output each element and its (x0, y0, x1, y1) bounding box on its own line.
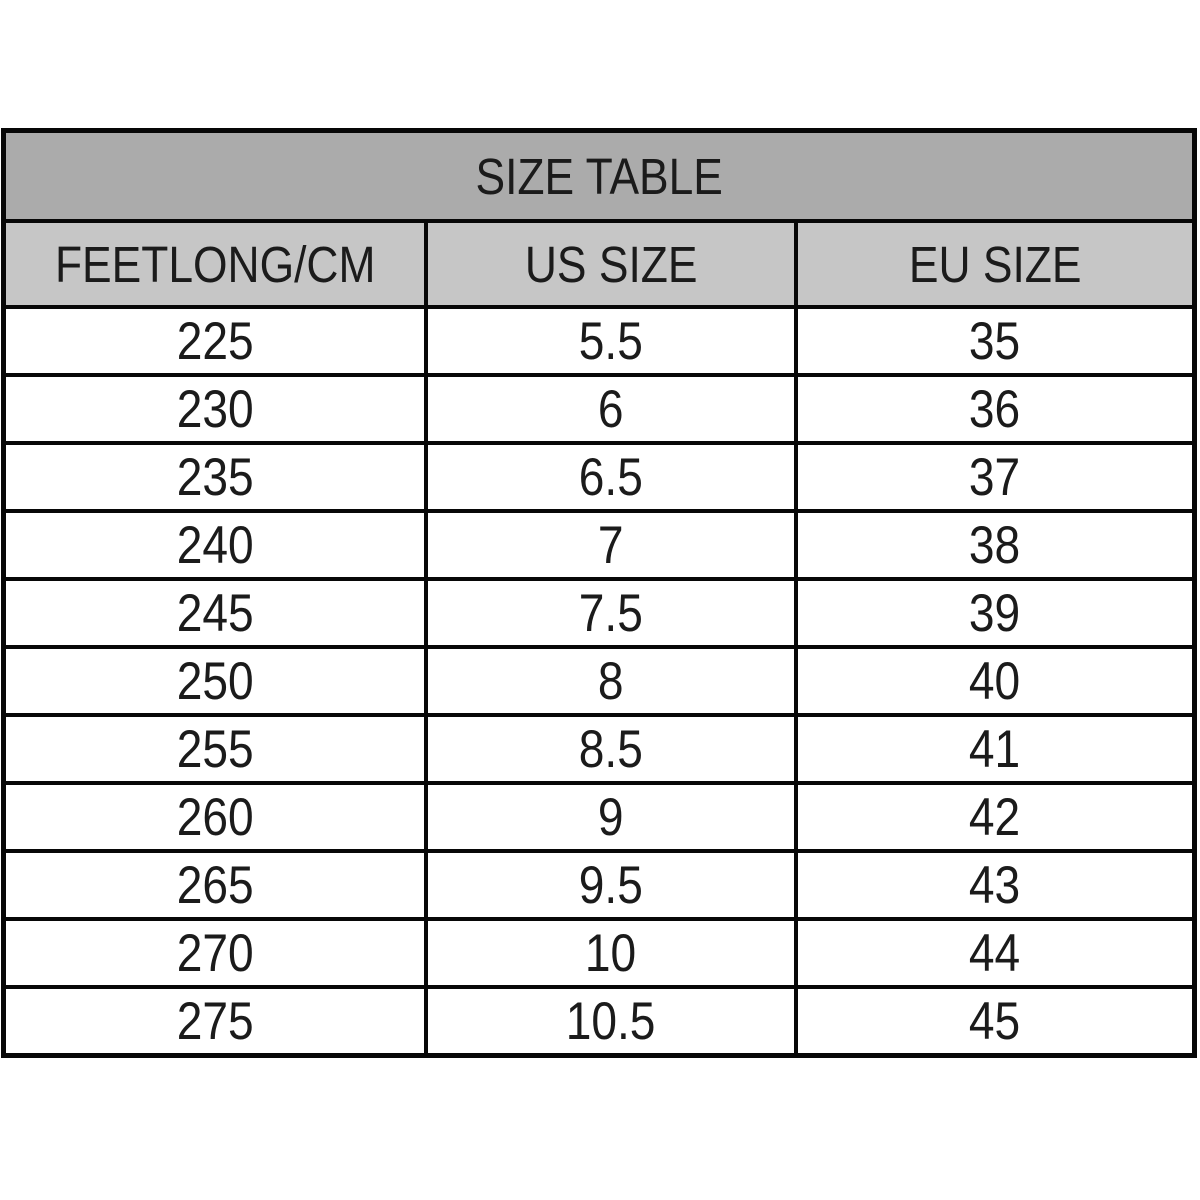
table-cell (4, 715, 427, 783)
column-header-us-size (426, 221, 795, 307)
cell-value: 10 (585, 923, 637, 983)
table-cell (4, 443, 427, 511)
table-cell (796, 783, 1195, 851)
cell-value: 9.5 (578, 855, 643, 915)
cell-value: 7 (598, 515, 624, 575)
table-cell (426, 919, 795, 987)
cell-value: 250 (176, 651, 254, 711)
size-table-title: SIZE TABLE (475, 147, 723, 205)
table-cell (426, 443, 795, 511)
column-header-eu-size (796, 221, 1195, 307)
cell-value: 7.5 (578, 583, 643, 643)
table-cell (4, 783, 427, 851)
cell-value: 37 (969, 447, 1021, 507)
cell-value: 235 (176, 447, 254, 507)
table-cell (796, 715, 1195, 783)
table-cell (4, 375, 427, 443)
table-cell (426, 647, 795, 715)
column-header-label: EU SIZE (908, 235, 1082, 293)
cell-value: 38 (969, 515, 1021, 575)
size-table-body (4, 307, 1195, 1056)
table-cell (426, 307, 795, 375)
table-row (4, 715, 1195, 783)
table-cell (796, 511, 1195, 579)
table-cell (4, 987, 427, 1056)
cell-value: 6.5 (578, 447, 643, 507)
column-header-feetlong-cm (4, 221, 427, 307)
table-cell (4, 851, 427, 919)
table-row (4, 647, 1195, 715)
table-cell (426, 987, 795, 1056)
cell-value: 270 (176, 923, 254, 983)
cell-value: 275 (176, 991, 254, 1051)
table-cell (4, 919, 427, 987)
cell-value: 240 (176, 515, 254, 575)
cell-value: 9 (598, 787, 624, 847)
column-header-label: FEETLONG/CM (54, 235, 376, 293)
table-cell (426, 579, 795, 647)
table-cell (426, 511, 795, 579)
size-table-title-row (4, 131, 1195, 222)
table-cell (796, 987, 1195, 1056)
cell-value: 39 (969, 583, 1021, 643)
table-cell (4, 511, 427, 579)
table-row (4, 851, 1195, 919)
table-row (4, 987, 1195, 1056)
cell-value: 8.5 (578, 719, 643, 779)
table-cell (796, 647, 1195, 715)
table-cell (4, 579, 427, 647)
table-cell (426, 715, 795, 783)
table-cell (796, 443, 1195, 511)
table-row (4, 783, 1195, 851)
table-row (4, 579, 1195, 647)
cell-value: 10.5 (566, 991, 656, 1051)
table-cell (4, 307, 427, 375)
column-header-label: US SIZE (524, 235, 698, 293)
cell-value: 8 (598, 651, 624, 711)
table-row (4, 375, 1195, 443)
table-row (4, 443, 1195, 511)
size-table-header-row (4, 221, 1195, 307)
table-row (4, 511, 1195, 579)
table-cell (4, 647, 427, 715)
table-cell (426, 375, 795, 443)
cell-value: 245 (176, 583, 254, 643)
size-table-title-cell (4, 131, 1195, 222)
cell-value: 44 (969, 923, 1021, 983)
table-cell (426, 851, 795, 919)
cell-value: 265 (176, 855, 254, 915)
table-cell (796, 579, 1195, 647)
cell-value: 6 (598, 379, 624, 439)
cell-value: 41 (969, 719, 1021, 779)
cell-value: 230 (176, 379, 254, 439)
table-cell (796, 919, 1195, 987)
cell-value: 40 (969, 651, 1021, 711)
cell-value: 42 (969, 787, 1021, 847)
table-cell (426, 783, 795, 851)
size-table (1, 128, 1197, 1058)
table-cell (796, 307, 1195, 375)
cell-value: 43 (969, 855, 1021, 915)
cell-value: 225 (176, 311, 254, 371)
cell-value: 35 (969, 311, 1021, 371)
table-row (4, 307, 1195, 375)
cell-value: 45 (969, 991, 1021, 1051)
cell-value: 5.5 (578, 311, 643, 371)
table-cell (796, 851, 1195, 919)
cell-value: 255 (176, 719, 254, 779)
cell-value: 36 (969, 379, 1021, 439)
cell-value: 260 (176, 787, 254, 847)
table-cell (796, 375, 1195, 443)
table-row (4, 919, 1195, 987)
